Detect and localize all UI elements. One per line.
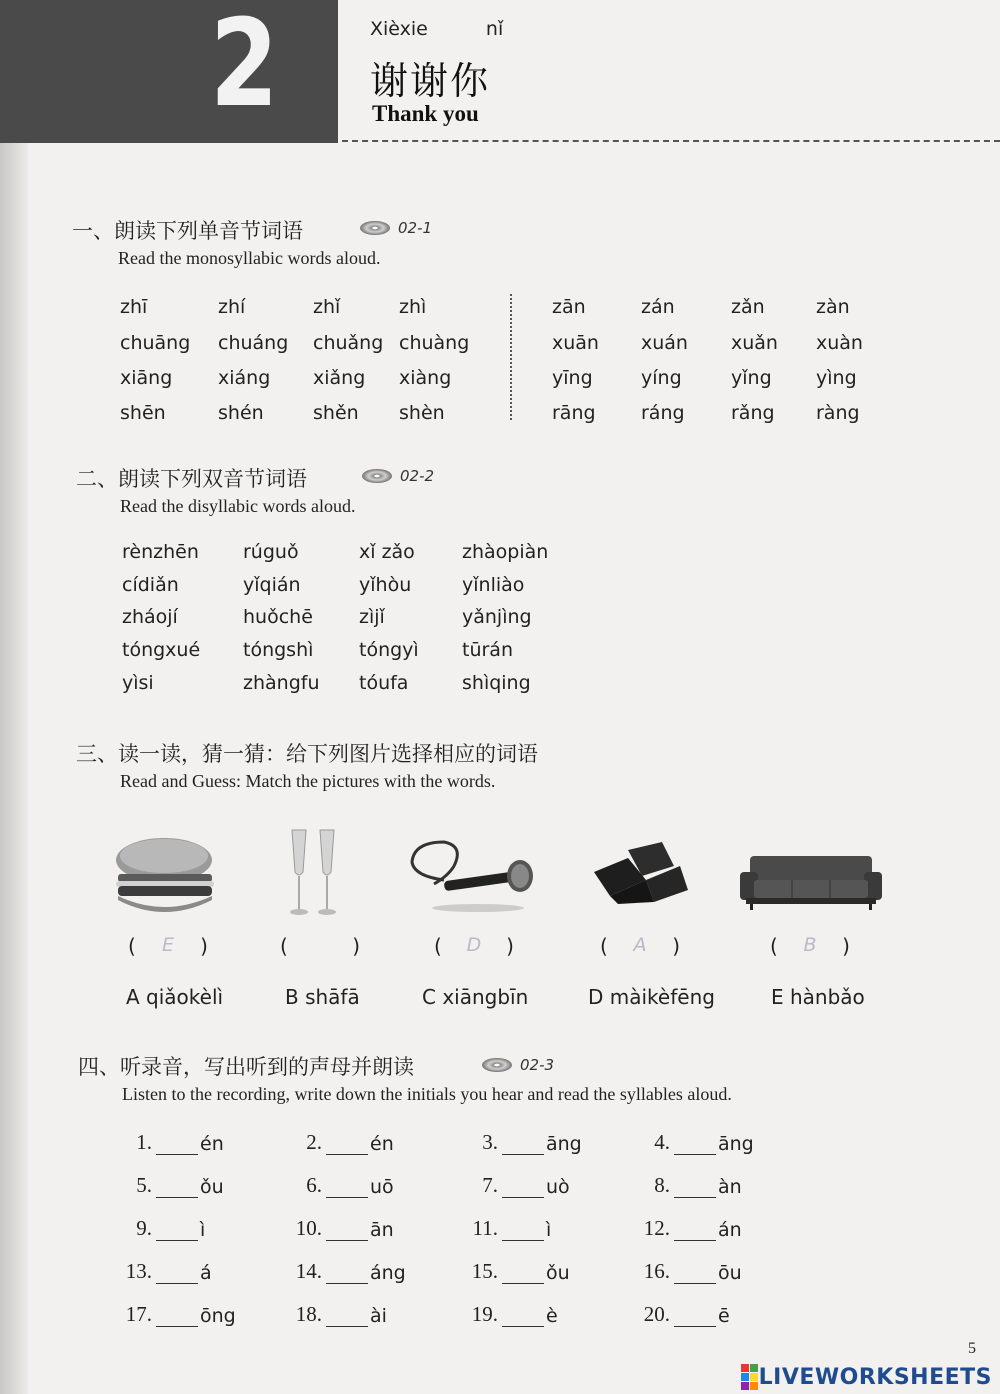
initial-item: [624, 1302, 730, 1327]
match-answer-field[interactable]: [434, 934, 514, 958]
disyllable-word: yǐnliào: [462, 574, 525, 596]
syllable-final: ōng: [200, 1305, 236, 1327]
monosyllable-word: zhí: [218, 296, 246, 318]
disyllable-word: shìqing: [462, 672, 531, 694]
initial-blank-input[interactable]: [502, 1308, 544, 1327]
section-4-subtitle: Listen to the recording, write down the initials you hear and read the syllables aloud.: [122, 1084, 732, 1104]
initial-blank-input[interactable]: [156, 1136, 198, 1155]
initial-blank-input[interactable]: [674, 1308, 716, 1327]
monosyllable-word: yìng: [816, 367, 857, 389]
monosyllable-word: xiǎng: [313, 367, 366, 389]
initial-blank-input[interactable]: [326, 1308, 368, 1327]
initial-item: [276, 1173, 394, 1198]
match-answer-value: D: [466, 934, 482, 956]
disyllable-word: tóngxué: [122, 639, 201, 661]
initial-blank-input[interactable]: [502, 1265, 544, 1284]
liveworksheets-logo-icon: [741, 1364, 757, 1390]
initial-blank-input[interactable]: [156, 1179, 198, 1198]
item-number: 3.: [482, 1130, 498, 1154]
sofa-picture: [736, 852, 886, 912]
initial-blank-input[interactable]: [326, 1265, 368, 1284]
syllable-final: ān: [370, 1219, 394, 1241]
paren-open: (: [280, 934, 288, 958]
initial-item: [624, 1259, 742, 1284]
disyllable-word: zhàopiàn: [462, 541, 549, 563]
item-number: 13.: [125, 1259, 152, 1283]
monosyllable-word: zhì: [399, 296, 427, 318]
initial-item: [276, 1130, 394, 1155]
syllable-final: àn: [718, 1176, 742, 1198]
syllable-final: āng: [718, 1133, 754, 1155]
item-number: 7.: [482, 1173, 498, 1197]
item-number: 14.: [295, 1259, 322, 1283]
initial-blank-input[interactable]: [674, 1222, 716, 1241]
initial-item: [452, 1173, 570, 1198]
syllable-final: è: [546, 1305, 558, 1327]
initial-item: [106, 1216, 205, 1241]
initial-item: [106, 1302, 236, 1327]
disyllable-word: huǒchē: [243, 606, 313, 628]
syllable-final: ài: [370, 1305, 387, 1327]
section-3-subtitle: Read and Guess: Match the pictures with the words.: [120, 771, 496, 791]
chapter-number: 2: [210, 0, 279, 134]
monosyllable-word: rǎng: [731, 402, 775, 424]
title-pinyin: Xièxie nǐ: [370, 18, 504, 40]
disyllable-word: zhàngfu: [243, 672, 320, 694]
item-number: 19.: [471, 1302, 498, 1326]
audio-track-label: 02-1: [398, 219, 433, 237]
initial-item: [106, 1173, 224, 1198]
disyllable-word: rúguǒ: [243, 541, 299, 563]
monosyllable-word: chuāng: [120, 332, 191, 354]
paren-close: ): [672, 934, 680, 958]
item-number: 12.: [643, 1216, 670, 1240]
section-1-subtitle: Read the monosyllabic words aloud.: [118, 248, 381, 268]
initial-item: [106, 1130, 224, 1155]
section-2-subtitle: Read the disyllabic words aloud.: [120, 496, 356, 516]
monosyllable-word: zán: [641, 296, 675, 318]
initial-item: [624, 1173, 742, 1198]
audio-cd-icon: [360, 221, 390, 235]
initial-blank-input[interactable]: [326, 1222, 368, 1241]
initial-item: [276, 1216, 394, 1241]
item-number: 2.: [306, 1130, 322, 1154]
initial-blank-input[interactable]: [156, 1265, 198, 1284]
monosyllable-word: xiáng: [218, 367, 271, 389]
monosyllable-word: zhǐ: [313, 296, 341, 318]
hamburger-picture: [112, 834, 217, 916]
paren-open: (: [434, 934, 442, 958]
paren-open: (: [770, 934, 778, 958]
disyllable-word: yǎnjìng: [462, 606, 532, 628]
monosyllable-word: ráng: [641, 402, 685, 424]
section-3-title: 三、读一读，猜一猜：给下列图片选择相应的词语: [76, 742, 538, 766]
liveworksheets-footer[interactable]: [741, 1364, 992, 1390]
match-choice: D màikèfēng: [588, 985, 715, 1009]
disyllable-word: yìsi: [122, 672, 154, 694]
section-2-title: 二、朗读下列双音节词语: [76, 467, 307, 491]
match-choice: B shāfā: [285, 985, 360, 1009]
header-divider: [342, 140, 1000, 142]
initial-item: [624, 1130, 754, 1155]
title-chinese: 谢谢你: [370, 59, 491, 103]
title-english: Thank you: [372, 101, 479, 126]
paren-open: (: [600, 934, 608, 958]
syllable-final: ē: [718, 1305, 730, 1327]
monosyllable-word: xiāng: [120, 367, 173, 389]
initial-item: [276, 1259, 406, 1284]
item-number: 18.: [295, 1302, 322, 1326]
initial-blank-input[interactable]: [674, 1136, 716, 1155]
initial-item: [452, 1216, 551, 1241]
syllable-final: én: [200, 1133, 224, 1155]
match-answer-value: B: [803, 934, 817, 956]
grid-divider: [510, 294, 512, 420]
match-choice: A qiǎokèlì: [126, 985, 224, 1009]
syllable-final: ì: [546, 1219, 552, 1241]
match-answer-field[interactable]: [280, 934, 360, 958]
disyllable-word: yǐqián: [243, 574, 301, 596]
item-number: 9.: [136, 1216, 152, 1240]
paren-close: ): [200, 934, 208, 958]
monosyllable-word: yíng: [641, 367, 682, 389]
initial-blank-input[interactable]: [502, 1222, 544, 1241]
monosyllable-word: zǎn: [731, 296, 765, 318]
syllable-final: ǒu: [546, 1262, 570, 1284]
monosyllable-word: yīng: [552, 367, 593, 389]
disyllable-word: xǐ zǎo: [359, 541, 415, 563]
initial-item: [624, 1216, 742, 1241]
paren-close: ): [352, 934, 360, 958]
syllable-final: án: [718, 1219, 742, 1241]
paren-open: (: [128, 934, 136, 958]
match-answer-field[interactable]: [600, 934, 680, 958]
monosyllable-word: xuán: [641, 332, 688, 354]
initial-blank-input[interactable]: [326, 1136, 368, 1155]
match-choice: E hànbǎo: [771, 985, 865, 1009]
item-number: 20.: [643, 1302, 670, 1326]
monosyllable-word: zān: [552, 296, 586, 318]
item-number: 5.: [136, 1173, 152, 1197]
monosyllable-word: shén: [218, 402, 264, 424]
initial-item: [276, 1302, 387, 1327]
disyllable-word: tūrán: [462, 639, 513, 661]
disyllable-word: zìjǐ: [359, 606, 385, 628]
initial-blank-input[interactable]: [326, 1179, 368, 1198]
section-4-audio[interactable]: [482, 1056, 554, 1074]
disyllable-word: zháojí: [122, 606, 178, 628]
item-number: 17.: [125, 1302, 152, 1326]
syllable-final: uò: [546, 1176, 570, 1198]
chapter-header-bar: [0, 0, 338, 143]
paren-close: ): [842, 934, 850, 958]
monosyllable-word: zhī: [120, 296, 148, 318]
disyllable-word: rènzhēn: [122, 541, 199, 563]
monosyllable-word: chuáng: [218, 332, 289, 354]
syllable-final: āng: [546, 1133, 582, 1155]
initial-item: [452, 1130, 582, 1155]
monosyllable-word: xuān: [552, 332, 599, 354]
page-gutter-shadow: [0, 0, 28, 1394]
audio-cd-icon: [362, 469, 392, 483]
initial-blank-input[interactable]: [674, 1179, 716, 1198]
monosyllable-word: rāng: [552, 402, 596, 424]
section-1-title: 一、朗读下列单音节词语: [72, 219, 303, 243]
initial-blank-input[interactable]: [674, 1265, 716, 1284]
disyllable-word: yǐhòu: [359, 574, 412, 596]
chocolate-picture: [588, 836, 692, 904]
item-number: 15.: [471, 1259, 498, 1283]
section-4-title: 四、听录音，写出听到的声母并朗读: [78, 1055, 414, 1079]
champagne-glasses-picture: [284, 826, 344, 918]
match-choice: C xiāngbīn: [422, 985, 529, 1009]
audio-track-label: 02-2: [400, 467, 435, 485]
liveworksheets-brand: LIVEWORKSHEETS: [758, 1364, 992, 1390]
item-number: 16.: [643, 1259, 670, 1283]
monosyllable-word: yǐng: [731, 367, 772, 389]
syllable-final: ōu: [718, 1262, 742, 1284]
item-number: 6.: [306, 1173, 322, 1197]
initial-item: [452, 1259, 570, 1284]
initial-blank-input[interactable]: [156, 1308, 198, 1327]
monosyllable-word: shěn: [313, 402, 359, 424]
monosyllable-word: xiàng: [399, 367, 452, 389]
syllable-final: áng: [370, 1262, 406, 1284]
audio-cd-icon: [482, 1058, 512, 1072]
page-number: 5: [968, 1340, 976, 1357]
initial-blank-input[interactable]: [502, 1179, 544, 1198]
initial-item: [106, 1259, 212, 1284]
microphone-picture: [404, 836, 536, 916]
disyllable-word: tóngshì: [243, 639, 314, 661]
audio-track-label: 02-3: [520, 1056, 555, 1074]
item-number: 11.: [472, 1216, 498, 1240]
item-number: 10.: [295, 1216, 322, 1240]
initial-blank-input[interactable]: [156, 1222, 198, 1241]
section-1-audio[interactable]: [360, 219, 432, 237]
disyllable-word: tóngyì: [359, 639, 419, 661]
monosyllable-word: shèn: [399, 402, 445, 424]
match-answer-value: E: [161, 934, 174, 956]
section-2-audio[interactable]: [362, 467, 434, 485]
paren-close: ): [506, 934, 514, 958]
item-number: 8.: [654, 1173, 670, 1197]
initial-item: [452, 1302, 558, 1327]
initial-blank-input[interactable]: [502, 1136, 544, 1155]
match-answer-value: A: [633, 934, 647, 956]
monosyllable-word: xuǎn: [731, 332, 778, 354]
syllable-final: ǒu: [200, 1176, 224, 1198]
syllable-final: á: [200, 1262, 212, 1284]
disyllable-word: tóufa: [359, 672, 409, 694]
match-answer-field[interactable]: [128, 934, 208, 958]
monosyllable-word: shēn: [120, 402, 166, 424]
item-number: 1.: [136, 1130, 152, 1154]
monosyllable-word: chuàng: [399, 332, 470, 354]
monosyllable-word: xuàn: [816, 332, 863, 354]
syllable-final: uō: [370, 1176, 394, 1198]
syllable-final: ì: [200, 1219, 206, 1241]
item-number: 4.: [654, 1130, 670, 1154]
disyllable-word: cídiǎn: [122, 574, 179, 596]
match-answer-field[interactable]: [770, 934, 850, 958]
syllable-final: én: [370, 1133, 394, 1155]
monosyllable-word: chuǎng: [313, 332, 384, 354]
monosyllable-word: zàn: [816, 296, 850, 318]
monosyllable-word: ràng: [816, 402, 860, 424]
